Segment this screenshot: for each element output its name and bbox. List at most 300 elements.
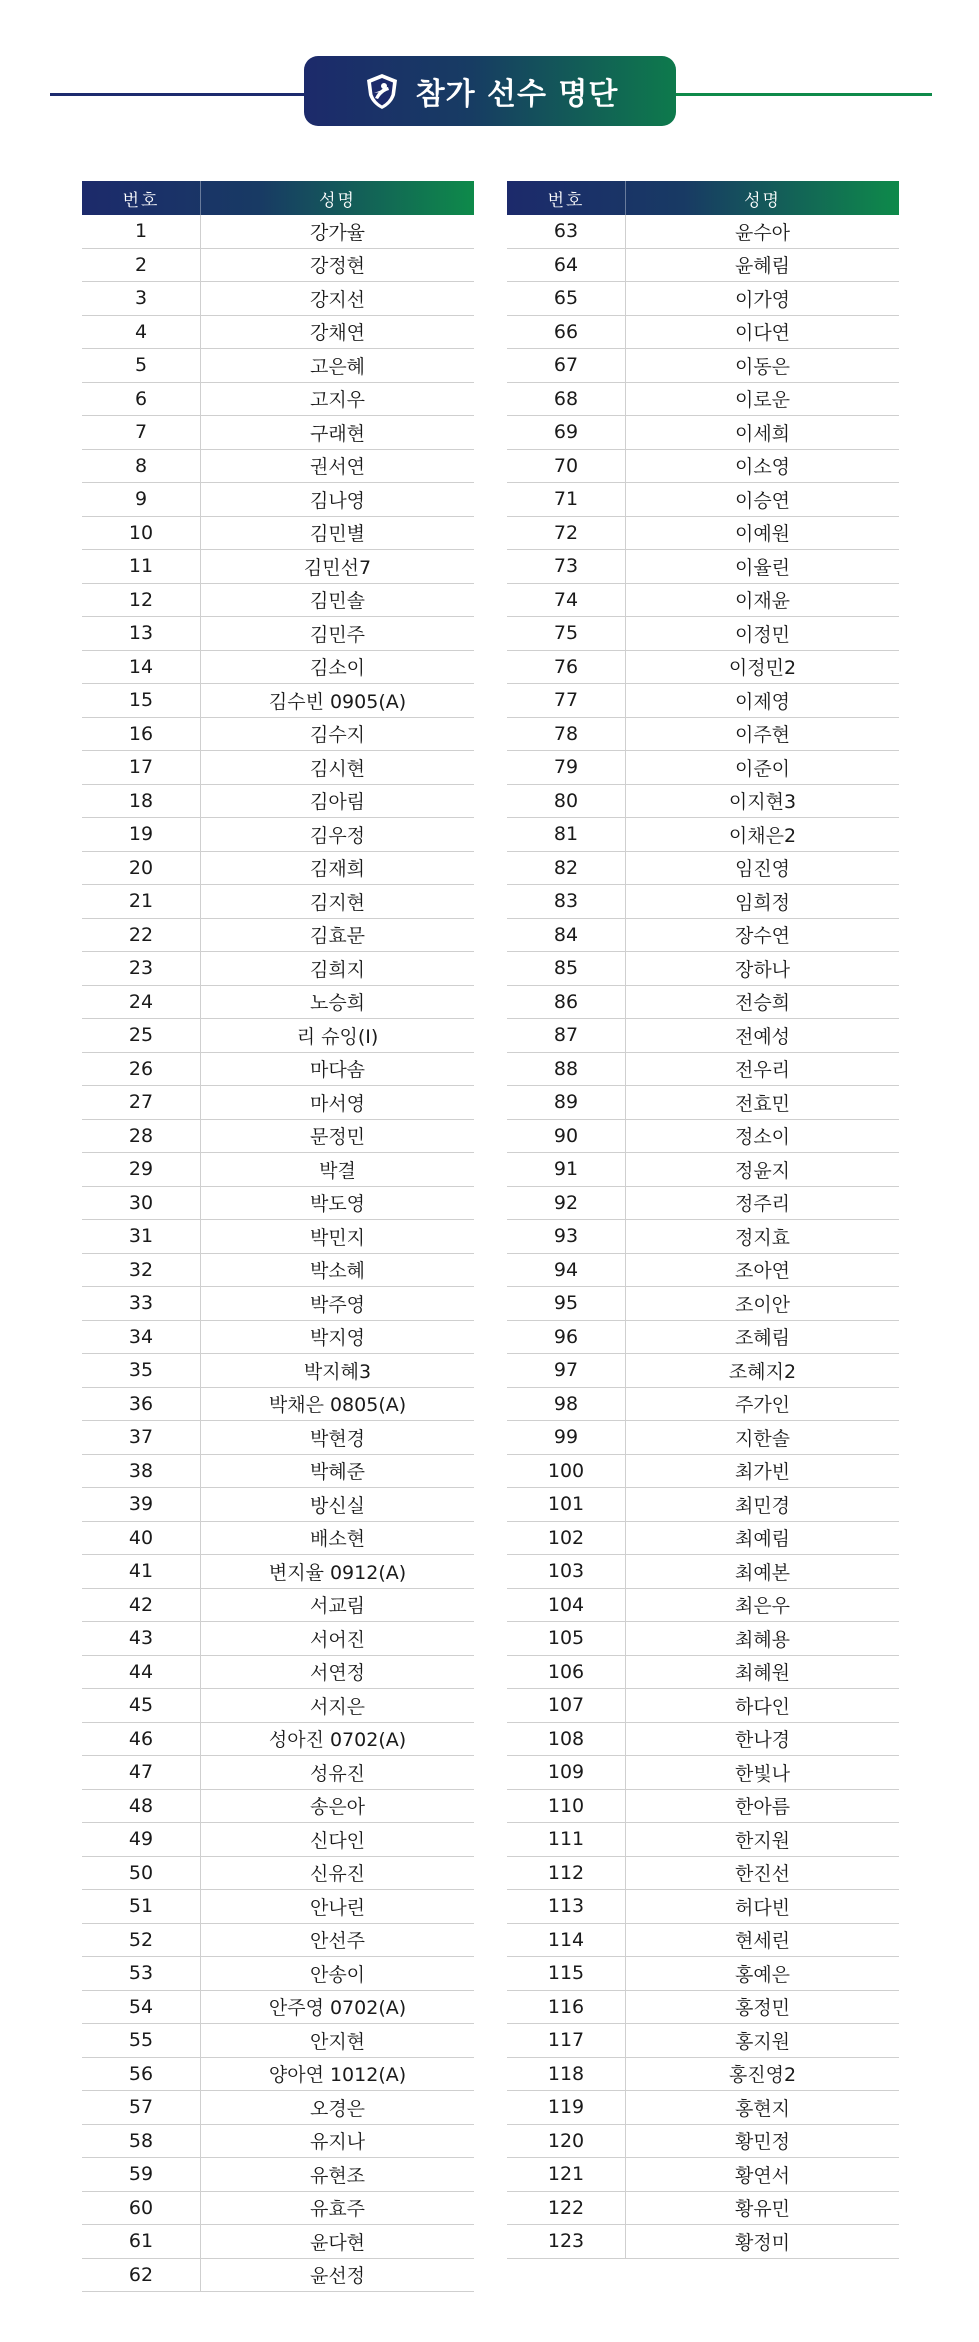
column-header-name: 성명 [319,190,356,211]
player-name: 이율린 [734,556,791,579]
player-number: 39 [82,1488,201,1521]
player-name: 구래현 [309,422,366,445]
player-number: 6 [82,383,201,416]
table-row [507,1254,899,1288]
player-name: 전효민 [734,1092,791,1115]
table-row [82,483,474,517]
table-row [507,684,899,718]
table-row [82,1254,474,1288]
table-row [507,1354,899,1388]
roster-table-right [507,181,899,2259]
player-name: 현세린 [734,1930,791,1953]
table-row [507,1321,899,1355]
table-row [507,1120,899,1154]
table-row [507,1656,899,1690]
player-number: 74 [507,584,626,617]
player-name: 황유민 [734,2198,791,2221]
player-number: 13 [82,617,201,650]
title-divider-left [50,93,310,96]
table-row [82,1153,474,1187]
table-row [82,684,474,718]
player-name: 강정현 [309,255,366,278]
player-number: 34 [82,1321,201,1354]
player-number: 18 [82,785,201,818]
table-row [507,651,899,685]
table-row [507,1421,899,1455]
table-row [82,316,474,350]
table-row [507,316,899,350]
table-row [507,450,899,484]
player-number: 75 [507,617,626,650]
table-row [82,1120,474,1154]
table-row [82,517,474,551]
player-name: 이지현3 [728,791,797,814]
player-number: 33 [82,1287,201,1320]
player-number: 72 [507,517,626,550]
player-name: 유현조 [309,2164,366,2187]
table-row [82,1656,474,1690]
player-number: 109 [507,1756,626,1789]
player-number: 7 [82,416,201,449]
player-number: 19 [82,818,201,851]
table-row [507,383,899,417]
player-name: 김소이 [309,657,366,680]
player-name: 문정민 [309,1126,366,1149]
player-number: 70 [507,450,626,483]
table-row [507,416,899,450]
player-number: 5 [82,349,201,382]
player-number: 105 [507,1622,626,1655]
player-name: 최은우 [734,1595,791,1618]
table-row [507,751,899,785]
player-number: 40 [82,1522,201,1555]
title-pill [304,56,676,126]
table-row [507,1488,899,1522]
player-number: 48 [82,1790,201,1823]
player-number: 90 [507,1120,626,1153]
table-row [82,215,474,249]
table-row [507,718,899,752]
table-row [507,2058,899,2092]
table-row [82,1086,474,1120]
player-number: 92 [507,1187,626,1220]
player-name: 임진영 [734,858,791,881]
table-body-right [507,215,899,2259]
table-row [82,1957,474,1991]
player-name: 박혜준 [309,1461,366,1484]
table-row [82,450,474,484]
player-number: 12 [82,584,201,617]
player-number: 16 [82,718,201,751]
table-row [507,249,899,283]
player-name: 이로운 [734,389,791,412]
player-name: 조혜지2 [728,1360,797,1383]
player-name: 이예원 [734,523,791,546]
table-row [507,550,899,584]
table-row [82,617,474,651]
player-name: 조혜림 [734,1327,791,1350]
player-number: 1 [82,215,201,248]
table-row [507,1957,899,1991]
table-row [82,2192,474,2226]
table-row [507,483,899,517]
table-row [82,1589,474,1623]
table-row [82,1388,474,1422]
table-row [82,2225,474,2259]
player-name: 김재희 [309,858,366,881]
player-name: 이주현 [734,724,791,747]
player-name: 박소혜 [309,1260,366,1283]
table-row [82,919,474,953]
table-row [507,1589,899,1623]
player-name: 전우리 [734,1059,791,1082]
player-number: 120 [507,2125,626,2158]
player-name: 박지혜3 [303,1360,372,1383]
table-row [82,818,474,852]
player-name: 이가영 [734,288,791,311]
player-number: 103 [507,1555,626,1588]
player-number: 57 [82,2091,201,2124]
table-row [82,1321,474,1355]
player-number: 102 [507,1522,626,1555]
player-number: 94 [507,1254,626,1287]
table-row [507,1220,899,1254]
player-number: 9 [82,483,201,516]
player-name: 강가율 [309,221,366,244]
player-name: 최예림 [734,1528,791,1551]
table-row [507,986,899,1020]
player-name: 이채은2 [728,824,797,847]
player-name: 오경은 [309,2097,366,2120]
player-number: 43 [82,1622,201,1655]
player-number: 59 [82,2158,201,2191]
player-name: 김민선7 [303,556,372,579]
player-number: 42 [82,1589,201,1622]
player-name: 임희정 [734,891,791,914]
player-number: 67 [507,349,626,382]
player-number: 62 [82,2259,201,2292]
player-name: 유효주 [309,2198,366,2221]
player-number: 51 [82,1890,201,1923]
table-row [82,885,474,919]
table-row [82,1924,474,1958]
player-name: 김시현 [309,757,366,780]
player-name: 성아진 0702(A) [268,1729,407,1752]
player-number: 3 [82,282,201,315]
player-number: 64 [507,249,626,282]
player-number: 8 [82,450,201,483]
player-number: 93 [507,1220,626,1253]
table-row [82,986,474,1020]
table-row [507,852,899,886]
player-number: 79 [507,751,626,784]
player-number: 58 [82,2125,201,2158]
table-row [507,1857,899,1891]
table-row [507,1019,899,1053]
table-row [82,2091,474,2125]
table-row [82,718,474,752]
table-row [507,1823,899,1857]
table-row [507,584,899,618]
player-number: 118 [507,2058,626,2091]
player-number: 76 [507,651,626,684]
table-row [507,1153,899,1187]
player-number: 115 [507,1957,626,1990]
player-name: 황정미 [734,2231,791,2254]
table-row [82,2259,474,2293]
player-name: 서어진 [309,1628,366,1651]
player-name: 정윤지 [734,1159,791,1182]
player-number: 100 [507,1455,626,1488]
player-name: 최혜원 [734,1662,791,1685]
table-row [82,282,474,316]
player-number: 54 [82,1991,201,2024]
table-row [507,1187,899,1221]
player-name: 하다인 [734,1695,791,1718]
table-row [82,1522,474,1556]
player-name: 이준이 [734,757,791,780]
table-row [82,785,474,819]
player-number: 46 [82,1723,201,1756]
player-name: 이동은 [734,355,791,378]
table-row [507,818,899,852]
player-name: 김지현 [309,891,366,914]
player-name: 배소현 [309,1528,366,1551]
player-number: 112 [507,1857,626,1890]
table-row [507,1924,899,1958]
player-name: 이정민 [734,623,791,646]
player-name: 김민솔 [309,590,366,613]
table-row [82,249,474,283]
player-number: 113 [507,1890,626,1923]
table-row [507,1689,899,1723]
table-row [507,1622,899,1656]
player-number: 30 [82,1187,201,1220]
table-row [507,1455,899,1489]
player-number: 110 [507,1790,626,1823]
player-number: 89 [507,1086,626,1119]
player-name: 최가빈 [734,1461,791,1484]
player-name: 서교림 [309,1595,366,1618]
player-name: 김아림 [309,791,366,814]
player-number: 11 [82,550,201,583]
table-row [507,617,899,651]
player-name: 전예성 [734,1025,791,1048]
player-number: 91 [507,1153,626,1186]
player-number: 4 [82,316,201,349]
table-row [82,550,474,584]
player-number: 71 [507,483,626,516]
player-name: 안나린 [309,1896,366,1919]
player-name: 윤혜림 [734,255,791,278]
table-row [507,952,899,986]
player-number: 50 [82,1857,201,1890]
player-number: 99 [507,1421,626,1454]
table-row [82,2125,474,2159]
table-row [507,1890,899,1924]
table-row [82,1622,474,1656]
table-body-left [82,215,474,2292]
player-name: 이승연 [734,489,791,512]
player-name: 이소영 [734,456,791,479]
player-name: 박결 [319,1159,356,1182]
table-row [507,1555,899,1589]
player-name: 리 슈잉(I) [296,1025,379,1048]
player-number: 63 [507,215,626,248]
player-number: 69 [507,416,626,449]
player-name: 마서영 [309,1092,366,1115]
table-row [82,751,474,785]
player-number: 32 [82,1254,201,1287]
player-name: 마다솜 [309,1059,366,1082]
player-number: 45 [82,1689,201,1722]
player-name: 김희지 [309,958,366,981]
player-name: 강채연 [309,322,366,345]
table-row [82,2058,474,2092]
player-name: 홍진영2 [728,2064,797,2087]
player-name: 변지율 0912(A) [268,1561,407,1584]
table-row [507,215,899,249]
table-row [507,282,899,316]
player-number: 17 [82,751,201,784]
player-number: 119 [507,2091,626,2124]
player-name: 이다연 [734,322,791,345]
table-row [82,2158,474,2192]
player-name: 박지영 [309,1327,366,1350]
table-row [82,1488,474,1522]
table-row [507,885,899,919]
player-name: 홍정민 [734,1997,791,2020]
table-row [82,2024,474,2058]
player-number: 56 [82,2058,201,2091]
player-name: 최혜용 [734,1628,791,1651]
table-row [82,1019,474,1053]
player-name: 주가인 [734,1394,791,1417]
player-number: 14 [82,651,201,684]
player-name: 성유진 [309,1762,366,1785]
player-name: 김수빈 0905(A) [268,690,407,713]
table-row [82,651,474,685]
player-name: 박도영 [309,1193,366,1216]
player-number: 49 [82,1823,201,1856]
player-number: 77 [507,684,626,717]
player-name: 안지현 [309,2030,366,2053]
player-number: 27 [82,1086,201,1119]
player-number: 22 [82,919,201,952]
player-name: 이정민2 [728,657,797,680]
player-name: 안선주 [309,1930,366,1953]
table-row [507,2024,899,2058]
player-name: 황연서 [734,2164,791,2187]
player-name: 한빛나 [734,1762,791,1785]
table-row [82,1991,474,2025]
player-number: 35 [82,1354,201,1387]
player-name: 이제영 [734,690,791,713]
player-name: 전승희 [734,992,791,1015]
player-number: 97 [507,1354,626,1387]
player-number: 106 [507,1656,626,1689]
table-row [507,1086,899,1120]
table-row [82,349,474,383]
player-number: 28 [82,1120,201,1153]
table-row [82,1421,474,1455]
shield-emblem-icon [362,71,402,111]
player-number: 78 [507,718,626,751]
player-number: 80 [507,785,626,818]
player-name: 김우정 [309,824,366,847]
player-name: 박현경 [309,1427,366,1450]
table-row [82,416,474,450]
player-number: 53 [82,1957,201,1990]
player-number: 95 [507,1287,626,1320]
table-row [507,2192,899,2226]
player-number: 84 [507,919,626,952]
player-number: 15 [82,684,201,717]
player-name: 김수지 [309,724,366,747]
player-number: 117 [507,2024,626,2057]
table-row [82,1187,474,1221]
table-row [82,1555,474,1589]
player-name: 장수연 [734,925,791,948]
table-row [82,852,474,886]
player-name: 홍지원 [734,2030,791,2053]
player-name: 장하나 [734,958,791,981]
player-number: 2 [82,249,201,282]
table-row [507,1287,899,1321]
player-name: 이재윤 [734,590,791,613]
table-row [82,1756,474,1790]
player-number: 20 [82,852,201,885]
table-row [507,349,899,383]
column-header-name: 성명 [744,190,781,211]
table-row [507,1053,899,1087]
player-name: 윤수아 [734,221,791,244]
table-row [507,2125,899,2159]
player-name: 신다인 [309,1829,366,1852]
player-name: 한나경 [734,1729,791,1752]
player-number: 38 [82,1455,201,1488]
player-number: 111 [507,1823,626,1856]
player-name: 김나영 [309,489,366,512]
player-name: 김민별 [309,523,366,546]
player-number: 66 [507,316,626,349]
table-row [507,1991,899,2025]
column-header-number: 번호 [507,181,626,215]
player-number: 123 [507,2225,626,2258]
player-name: 박주영 [309,1293,366,1316]
player-name: 안주영 0702(A) [268,1997,407,2020]
table-row [507,1723,899,1757]
player-number: 44 [82,1656,201,1689]
player-number: 61 [82,2225,201,2258]
player-number: 81 [507,818,626,851]
player-number: 29 [82,1153,201,1186]
player-name: 이세희 [734,422,791,445]
column-header-number: 번호 [82,181,201,215]
player-number: 73 [507,550,626,583]
player-number: 25 [82,1019,201,1052]
player-number: 21 [82,885,201,918]
player-number: 37 [82,1421,201,1454]
player-number: 107 [507,1689,626,1722]
player-name: 홍현지 [734,2097,791,2120]
title-banner [0,0,979,160]
player-number: 96 [507,1321,626,1354]
player-name: 지한솔 [734,1427,791,1450]
player-number: 55 [82,2024,201,2057]
table-row [507,785,899,819]
table-row [82,1723,474,1757]
